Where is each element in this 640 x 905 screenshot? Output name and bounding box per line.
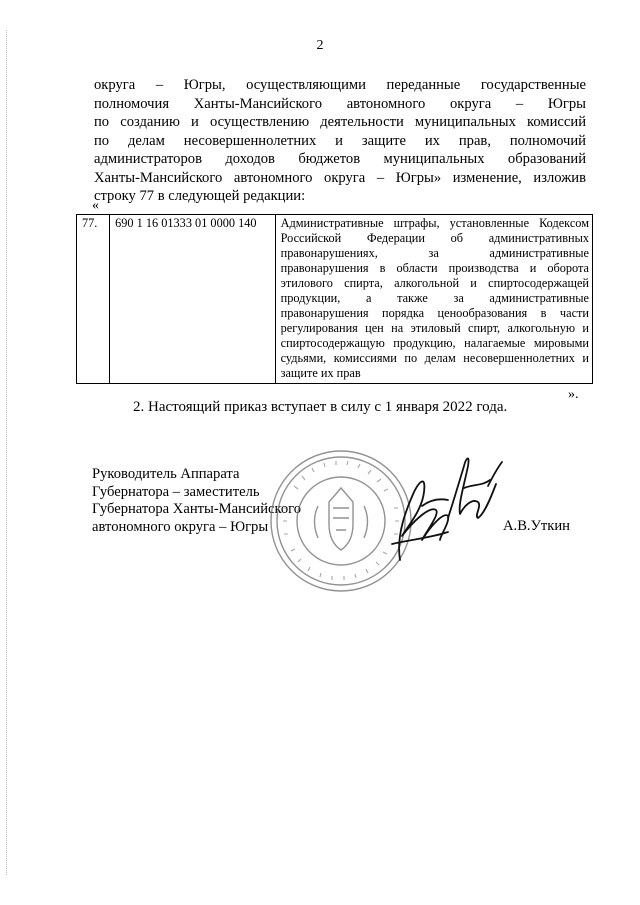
description-line: защите их прав — [280, 366, 361, 380]
intro-line: Ханты-Мансийского автономного округа – Югры» изменение, изложив — [94, 169, 586, 186]
opening-quote-mark: « — [92, 198, 99, 213]
revenue-description-cell — [275, 215, 592, 384]
intro-paragraph — [94, 76, 586, 206]
row-number-cell: 77. — [77, 215, 110, 384]
page-number: 2 — [316, 38, 324, 53]
position-line: автономного округа – Югры — [92, 518, 269, 535]
scan-margin-edge — [6, 30, 9, 875]
effective-date-paragraph: 2. Настоящий приказ вступает в силу с 1 января 2022 года. — [133, 399, 508, 415]
description-line: регулирования цен на этиловый спирт, алкогольную и — [280, 321, 589, 335]
position-line: Руководитель Аппарата — [92, 466, 240, 482]
description-line: этилового спирта, алкогольной и спиртосодержащей — [280, 276, 589, 290]
table-row — [77, 215, 593, 384]
intro-line: администраторов доходов бюджетов муниципальных образований — [94, 151, 586, 167]
intro-line: по созданию и осуществлению деятельности муниципальных комиссий — [94, 114, 586, 130]
description-line: судьями, комиссиями по делам несовершеннолетних и — [280, 351, 589, 365]
budget-code-cell: 690 1 16 01333 01 0000 140 — [110, 215, 275, 384]
closing-quote-mark: ». — [568, 387, 579, 402]
description-line: Российской Федерации об административных — [280, 231, 589, 245]
amendment-table — [76, 214, 593, 384]
description-line: правонарушениях, за административные — [280, 246, 589, 260]
description-line: правонарушения в области производства и оборота — [280, 261, 589, 275]
intro-line: по делам несовершеннолетних и защите их прав, полномочий — [94, 132, 586, 149]
description-line: правонарушения порядка ценообразования в части — [280, 306, 589, 320]
intro-line: полномочия Ханты-Мансийского автономного округа – Югры — [94, 95, 586, 112]
position-line: Губернатора – заместитель — [92, 483, 260, 500]
description-line: продукции, а также за административные — [280, 291, 589, 305]
handwritten-signature — [378, 440, 508, 580]
signatory-name: А.В.Уткин — [503, 518, 570, 534]
position-line: Губернатора Ханты-Мансийского — [92, 501, 302, 517]
description-line: спиртосодержащую продукцию, налагаемые мировыми — [280, 336, 589, 350]
description-line: Административные штрафы, установленные Кодексом — [280, 216, 589, 230]
intro-line: строку 77 в следующей редакции: — [94, 188, 306, 204]
intro-line: округа – Югры, осуществляющими переданные государственные — [94, 77, 586, 93]
